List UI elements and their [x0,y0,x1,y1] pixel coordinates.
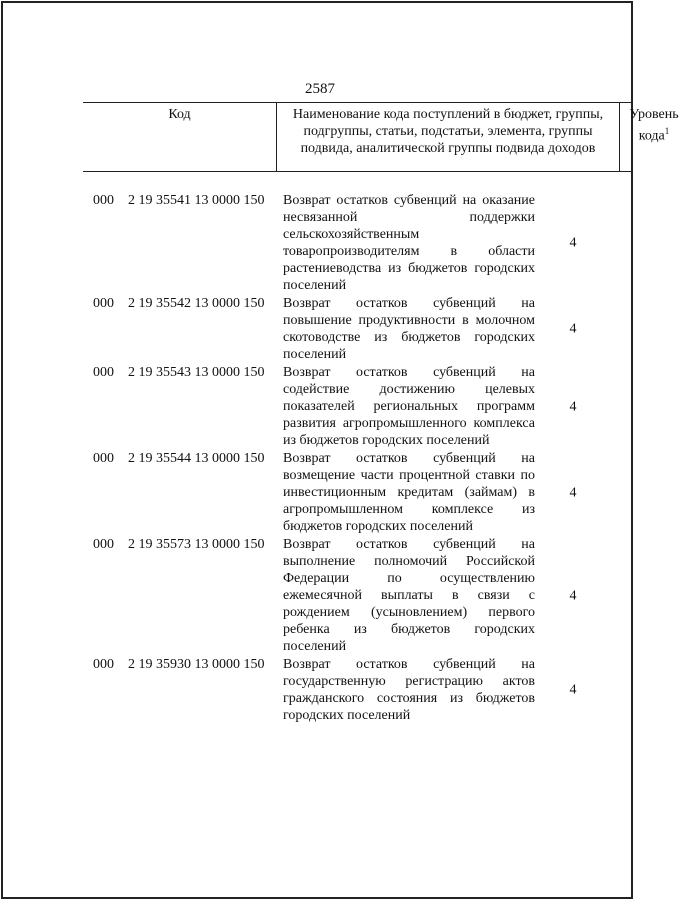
header-level-label: Уровень кода [629,107,679,144]
row-code [93,450,265,467]
page-number: 2587 [305,81,335,97]
table-row [93,536,593,655]
row-name: Возврат остатков субвенций на возмещение части процентной ставки по инвестиционным кредитам (займам) в агропромышленном комплексе из бюджетов городских поселений [283,451,535,534]
row-level: 4 [569,485,577,500]
row-level: 4 [569,321,577,337]
row-income-code: 2 19 35542 13 0000 150 [128,296,265,311]
table-row [93,192,593,294]
row-admin-code: 000 [93,193,114,208]
row-income-code: 2 19 35543 13 0000 150 [128,365,265,380]
row-level: 4 [569,682,577,698]
header-code: Код [168,107,191,122]
row-name: Возврат остатков субвенций на государственную регистрацию актов гражданского состояния из бюджетов городских поселений [283,657,535,723]
row-income-code: 2 19 35573 13 0000 150 [128,537,265,552]
row-level: 4 [569,235,577,251]
header-level-footnote: 1 [664,126,670,136]
row-code [93,192,265,209]
row-level: 4 [569,588,577,603]
row-code [93,364,265,381]
row-name: Возврат остатков субвенций на оказание несвязанной поддержки сельскохозяйственным товаропроизводителям в области растениеводства из бюджетов городских поселений [283,193,535,293]
row-admin-code: 000 [93,657,114,672]
table-row [93,295,593,363]
row-name: Возврат остатков субвенций на содействие достижению целевых показателей региональных программ развития агропромышленного комплекса из бюджетов городских поселений [283,365,535,448]
row-name: Возврат остатков субвенций на повышение продуктивности в молочном скотоводстве из бюджетов городских поселений [283,296,535,362]
row-admin-code: 000 [93,451,114,466]
row-admin-code: 000 [93,537,114,552]
header-name: Наименование кода поступлений в бюджет, группы, подгруппы, статьи, подстатьи, элемента, группы подвида, аналитической группы подвида доходов [276,103,620,171]
row-code [93,536,265,553]
table-body [93,192,593,724]
row-code [93,656,265,673]
row-admin-code: 000 [93,296,114,311]
row-income-code: 2 19 35930 13 0000 150 [128,657,265,672]
row-level: 4 [569,399,577,414]
row-income-code: 2 19 35541 13 0000 150 [128,193,265,208]
table-header [83,102,679,172]
table-row [93,450,593,535]
row-code [93,295,265,312]
row-income-code: 2 19 35544 13 0000 150 [128,451,265,466]
row-admin-code: 000 [93,365,114,380]
table-row [93,364,593,449]
table-row [93,656,593,724]
row-name: Возврат остатков субвенций на выполнение полномочий Российской Федерации по осуществлению ежемесячной выплаты в связи с рождением (усыновлением) первого ребенка из бюджетов городских поселений [283,537,535,654]
header-level [620,103,688,171]
